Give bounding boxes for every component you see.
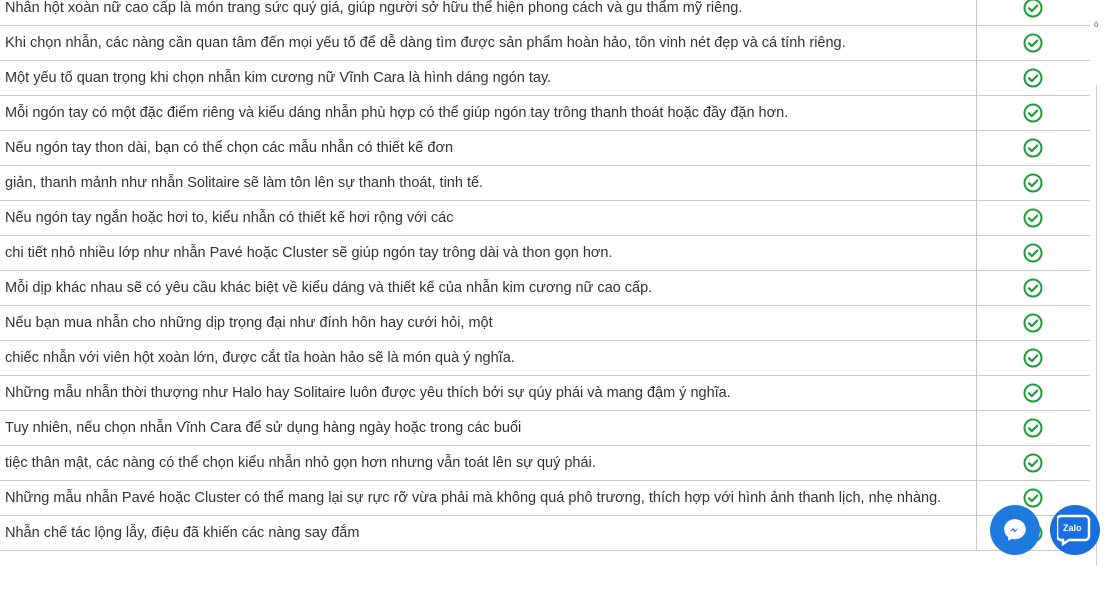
row-text: Nếu bạn mua nhẫn cho những dịp trọng đại như đính hôn hay cưới hỏi, một [0, 306, 976, 341]
row-status [976, 306, 1090, 341]
zalo-chat-button[interactable] [1050, 505, 1100, 555]
table-row [0, 376, 1090, 411]
row-status [976, 236, 1090, 271]
check-circle-icon [1023, 0, 1043, 18]
row-status [976, 0, 1090, 26]
check-circle-icon [1023, 313, 1043, 333]
row-text: Nếu ngón tay ngắn hoặc hơi to, kiểu nhẫn có thiết kế hơi rộng với các [0, 201, 976, 236]
row-text: Mỗi dịp khác nhau sẽ có yêu cầu khác biệt về kiểu dáng và thiết kế của nhẫn kim cương nữ cao cấp. [0, 271, 976, 306]
check-circle-icon [1023, 278, 1043, 298]
row-text: Những mẫu nhẫn Pavé hoặc Cluster có thể mang lại sự rực rỡ vừa phải mà không quá phô trương, thích hợp với hình ảnh thanh lịch, nhẹ nhàng. [0, 481, 976, 516]
scroll-edge-divider [1096, 85, 1097, 566]
row-text: Nhẫn hột xoàn nữ cao cấp là món trang sức quý giá, giúp người sở hữu thể hiện phong cách và gu thẩm mỹ riêng. [0, 0, 976, 26]
row-status [976, 26, 1090, 61]
row-text: Những mẫu nhẫn thời thượng như Halo hay Solitaire luôn được yêu thích bởi sự qúy phái và mang đậm ý nghĩa. [0, 376, 976, 411]
row-text: Một yếu tố quan trọng khi chọn nhẫn kim cương nữ Vĩnh Cara là hình dáng ngón tay. [0, 61, 976, 96]
table-row [0, 411, 1090, 446]
check-circle-icon [1023, 208, 1043, 228]
check-circle-icon [1023, 173, 1043, 193]
viewport-bottom-clip [0, 566, 1090, 600]
row-status [976, 411, 1090, 446]
table-row [0, 341, 1090, 376]
check-circle-icon [1023, 488, 1043, 508]
check-circle-icon [1023, 383, 1043, 403]
table-row [0, 306, 1090, 341]
table-row [0, 446, 1090, 481]
check-circle-icon [1023, 453, 1043, 473]
row-status [976, 131, 1090, 166]
check-circle-icon [1023, 33, 1043, 53]
table-row [0, 61, 1090, 96]
row-text: Nếu ngón tay thon dài, bạn có thể chọn các mẫu nhẫn có thiết kế đơn [0, 131, 976, 166]
row-status [976, 376, 1090, 411]
row-text: tiệc thân mật, các nàng có thể chọn kiểu nhẫn nhỏ gọn hơn nhưng vẫn toát lên sự quý phái. [0, 446, 976, 481]
table-row [0, 26, 1090, 61]
row-status [976, 96, 1090, 131]
edge-fragment: ò [1094, 20, 1099, 29]
check-circle-icon [1023, 243, 1043, 263]
messenger-chat-button[interactable] [990, 505, 1040, 555]
check-circle-icon [1023, 103, 1043, 123]
table-row [0, 236, 1090, 271]
row-text: Tuy nhiên, nếu chọn nhẫn Vĩnh Cara để sử dụng hàng ngày hoặc trong các buổi [0, 411, 976, 446]
check-circle-icon [1023, 68, 1043, 88]
table-row [0, 0, 1090, 26]
row-text: chi tiết nhỏ nhiều lớp như nhẫn Pavé hoặc Cluster sẽ giúp ngón tay trông dài và thon gọn hơn. [0, 236, 976, 271]
row-text: Khi chọn nhẫn, các nàng cần quan tâm đến mọi yếu tố để dễ dàng tìm được sản phẩm hoàn hảo, tôn vinh nét đẹp và cá tính riêng. [0, 26, 976, 61]
table-row [0, 516, 1090, 551]
table-row [0, 271, 1090, 306]
row-text: giản, thanh mảnh như nhẫn Solitaire sẽ làm tôn lên sự thanh thoát, tinh tế. [0, 166, 976, 201]
table-row [0, 131, 1090, 166]
row-text: chiếc nhẫn với viên hột xoàn lớn, được cắt tỉa hoàn hảo sẽ là món quà ý nghĩa. [0, 341, 976, 376]
row-status [976, 201, 1090, 236]
table-row [0, 96, 1090, 131]
zalo-label: Zalo [1063, 523, 1082, 533]
row-text: Mỗi ngón tay có một đặc điểm riêng và kiểu dáng nhẫn phù hợp có thể giúp ngón tay trông thanh thoát hoặc đầy đặn hơn. [0, 96, 976, 131]
row-text: Nhẫn chế tác lộng lẫy, điệu đã khiến các nàng say đắm [0, 516, 976, 551]
row-status [976, 271, 1090, 306]
check-circle-icon [1023, 138, 1043, 158]
check-circle-icon [1023, 348, 1043, 368]
check-circle-icon [1023, 418, 1043, 438]
row-status [976, 341, 1090, 376]
table-row [0, 481, 1090, 516]
table-row [0, 201, 1090, 236]
row-status [976, 446, 1090, 481]
table-row [0, 166, 1090, 201]
row-status [976, 166, 1090, 201]
row-status [976, 61, 1090, 96]
messenger-icon [1002, 517, 1028, 543]
